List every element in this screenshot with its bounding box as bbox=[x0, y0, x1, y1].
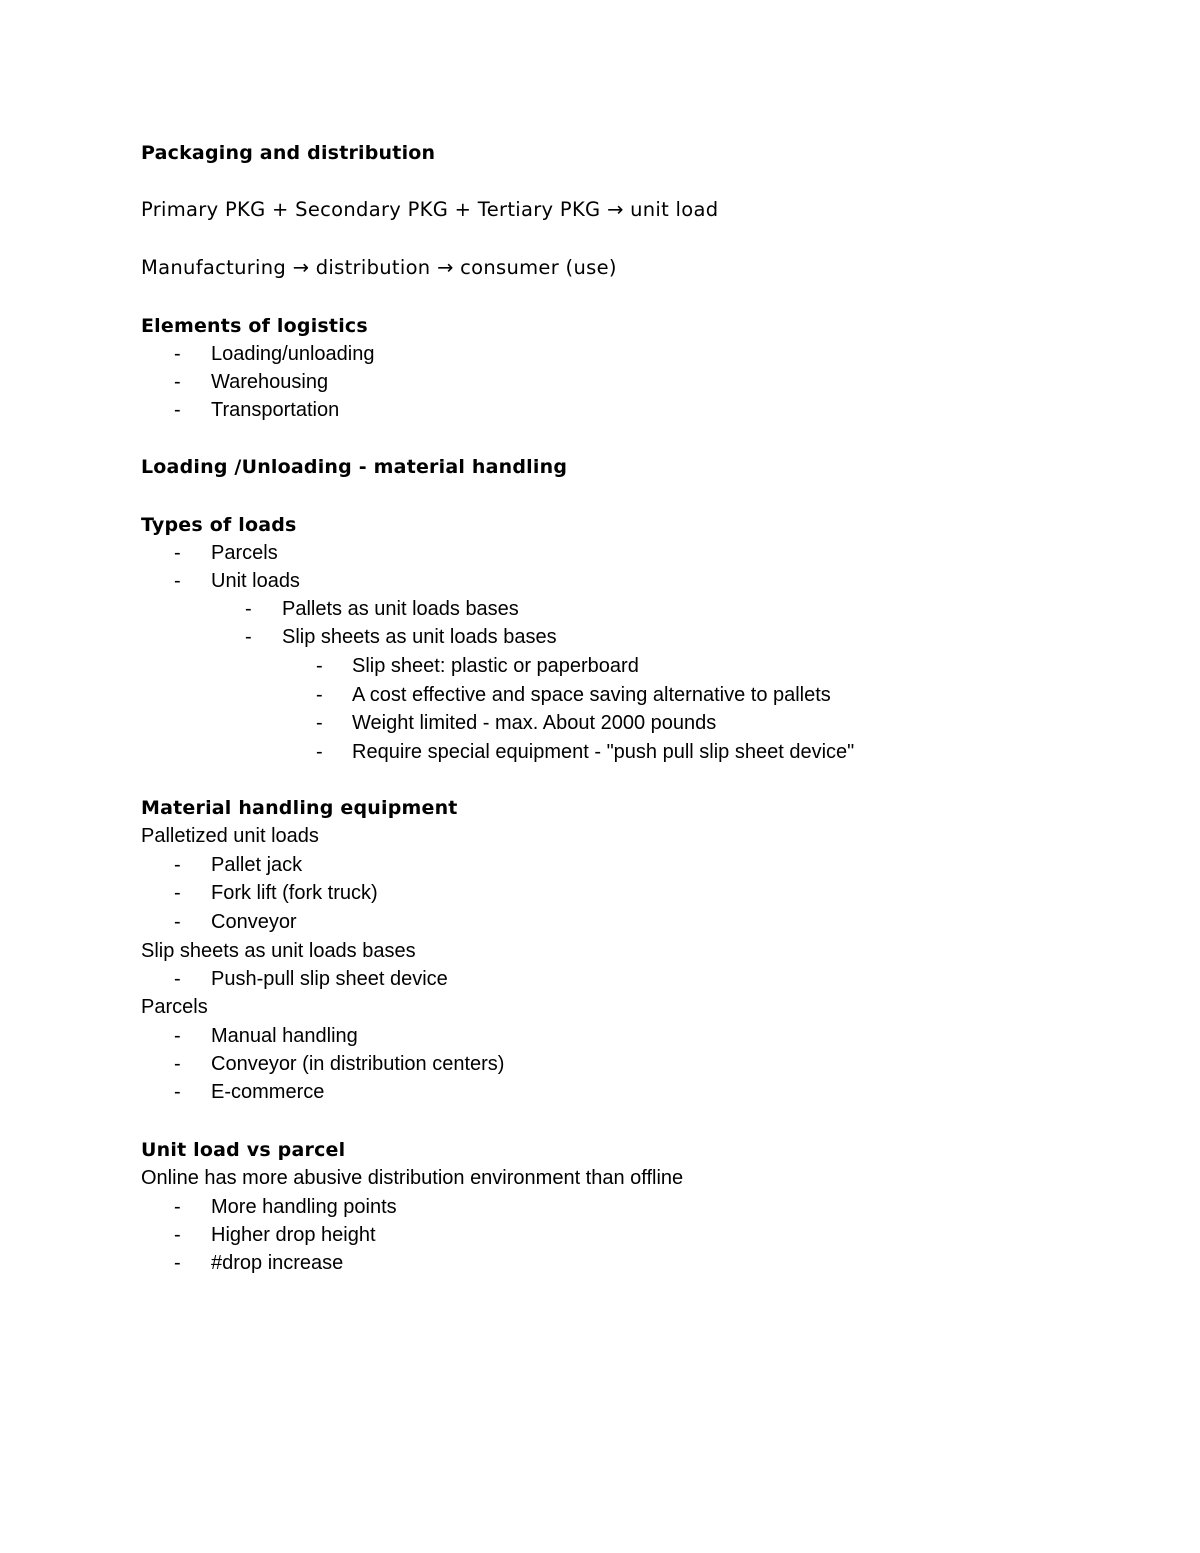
bullet-dash: - bbox=[174, 1053, 181, 1075]
list-item-text: Fork lift (fork truck) bbox=[211, 882, 378, 904]
subsection-label-palletized: Palletized unit loads bbox=[141, 825, 319, 847]
bullet-dash: - bbox=[174, 1081, 181, 1103]
list-item-text: E-commerce bbox=[211, 1081, 325, 1103]
list-item-text: Weight limited - max. About 2000 pounds bbox=[352, 712, 717, 734]
section-heading-loading-unloading: Loading /Unloading - material handling bbox=[141, 456, 568, 478]
list-item-text: Unit loads bbox=[211, 570, 300, 592]
section-heading-material-handling-equipment: Material handling equipment bbox=[141, 797, 458, 819]
list-item-text: Slip sheets as unit loads bases bbox=[282, 626, 557, 648]
list-item-text: Pallets as unit loads bases bbox=[282, 598, 519, 620]
bullet-dash: - bbox=[174, 1196, 181, 1218]
subsection-label-slip-sheets: Slip sheets as unit loads bases bbox=[141, 940, 416, 962]
list-item-text: Require special equipment - "push pull slip sheet device" bbox=[352, 741, 855, 763]
list-item-text: Pallet jack bbox=[211, 854, 303, 876]
packaging-flow-line: Primary PKG + Secondary PKG + Tertiary PKG → unit load bbox=[141, 198, 719, 221]
bullet-dash: - bbox=[174, 343, 181, 365]
list-item-text: Transportation bbox=[211, 399, 340, 421]
section-heading-types-of-loads: Types of loads bbox=[141, 514, 297, 536]
bullet-dash: - bbox=[174, 542, 181, 564]
bullet-dash: - bbox=[174, 399, 181, 421]
list-item-text: Higher drop height bbox=[211, 1224, 376, 1246]
list-item-text: Parcels bbox=[211, 542, 278, 564]
bullet-dash: - bbox=[174, 1224, 181, 1246]
bullet-dash: - bbox=[174, 1025, 181, 1047]
list-item-text: Conveyor (in distribution centers) bbox=[211, 1053, 505, 1075]
subsection-label-parcels: Parcels bbox=[141, 996, 208, 1018]
list-item-text: Loading/unloading bbox=[211, 343, 375, 365]
bullet-dash: - bbox=[174, 968, 181, 990]
bullet-dash: - bbox=[245, 598, 252, 620]
bullet-dash: - bbox=[316, 655, 323, 677]
bullet-dash: - bbox=[174, 1252, 181, 1274]
page-title: Packaging and distribution bbox=[141, 142, 436, 164]
list-item-text: Conveyor bbox=[211, 911, 297, 933]
list-item-text: Push-pull slip sheet device bbox=[211, 968, 448, 990]
list-item-text: Manual handling bbox=[211, 1025, 358, 1047]
bullet-dash: - bbox=[174, 570, 181, 592]
bullet-dash: - bbox=[245, 626, 252, 648]
list-item-text: #drop increase bbox=[211, 1252, 344, 1274]
list-item-text: Warehousing bbox=[211, 371, 329, 393]
bullet-dash: - bbox=[174, 911, 181, 933]
list-item-text: More handling points bbox=[211, 1196, 397, 1218]
bullet-dash: - bbox=[174, 371, 181, 393]
section-heading-elements-of-logistics: Elements of logistics bbox=[141, 315, 368, 337]
supply-chain-flow-line: Manufacturing → distribution → consumer (use) bbox=[141, 256, 617, 279]
bullet-dash: - bbox=[174, 854, 181, 876]
section-heading-unit-load-vs-parcel: Unit load vs parcel bbox=[141, 1139, 346, 1161]
list-item-text: Slip sheet: plastic or paperboard bbox=[352, 655, 639, 677]
bullet-dash: - bbox=[316, 712, 323, 734]
bullet-dash: - bbox=[174, 882, 181, 904]
statement-online-vs-offline: Online has more abusive distribution environment than offline bbox=[141, 1167, 684, 1189]
bullet-dash: - bbox=[316, 684, 323, 706]
bullet-dash: - bbox=[316, 741, 323, 763]
list-item-text: A cost effective and space saving alternative to pallets bbox=[352, 684, 831, 706]
